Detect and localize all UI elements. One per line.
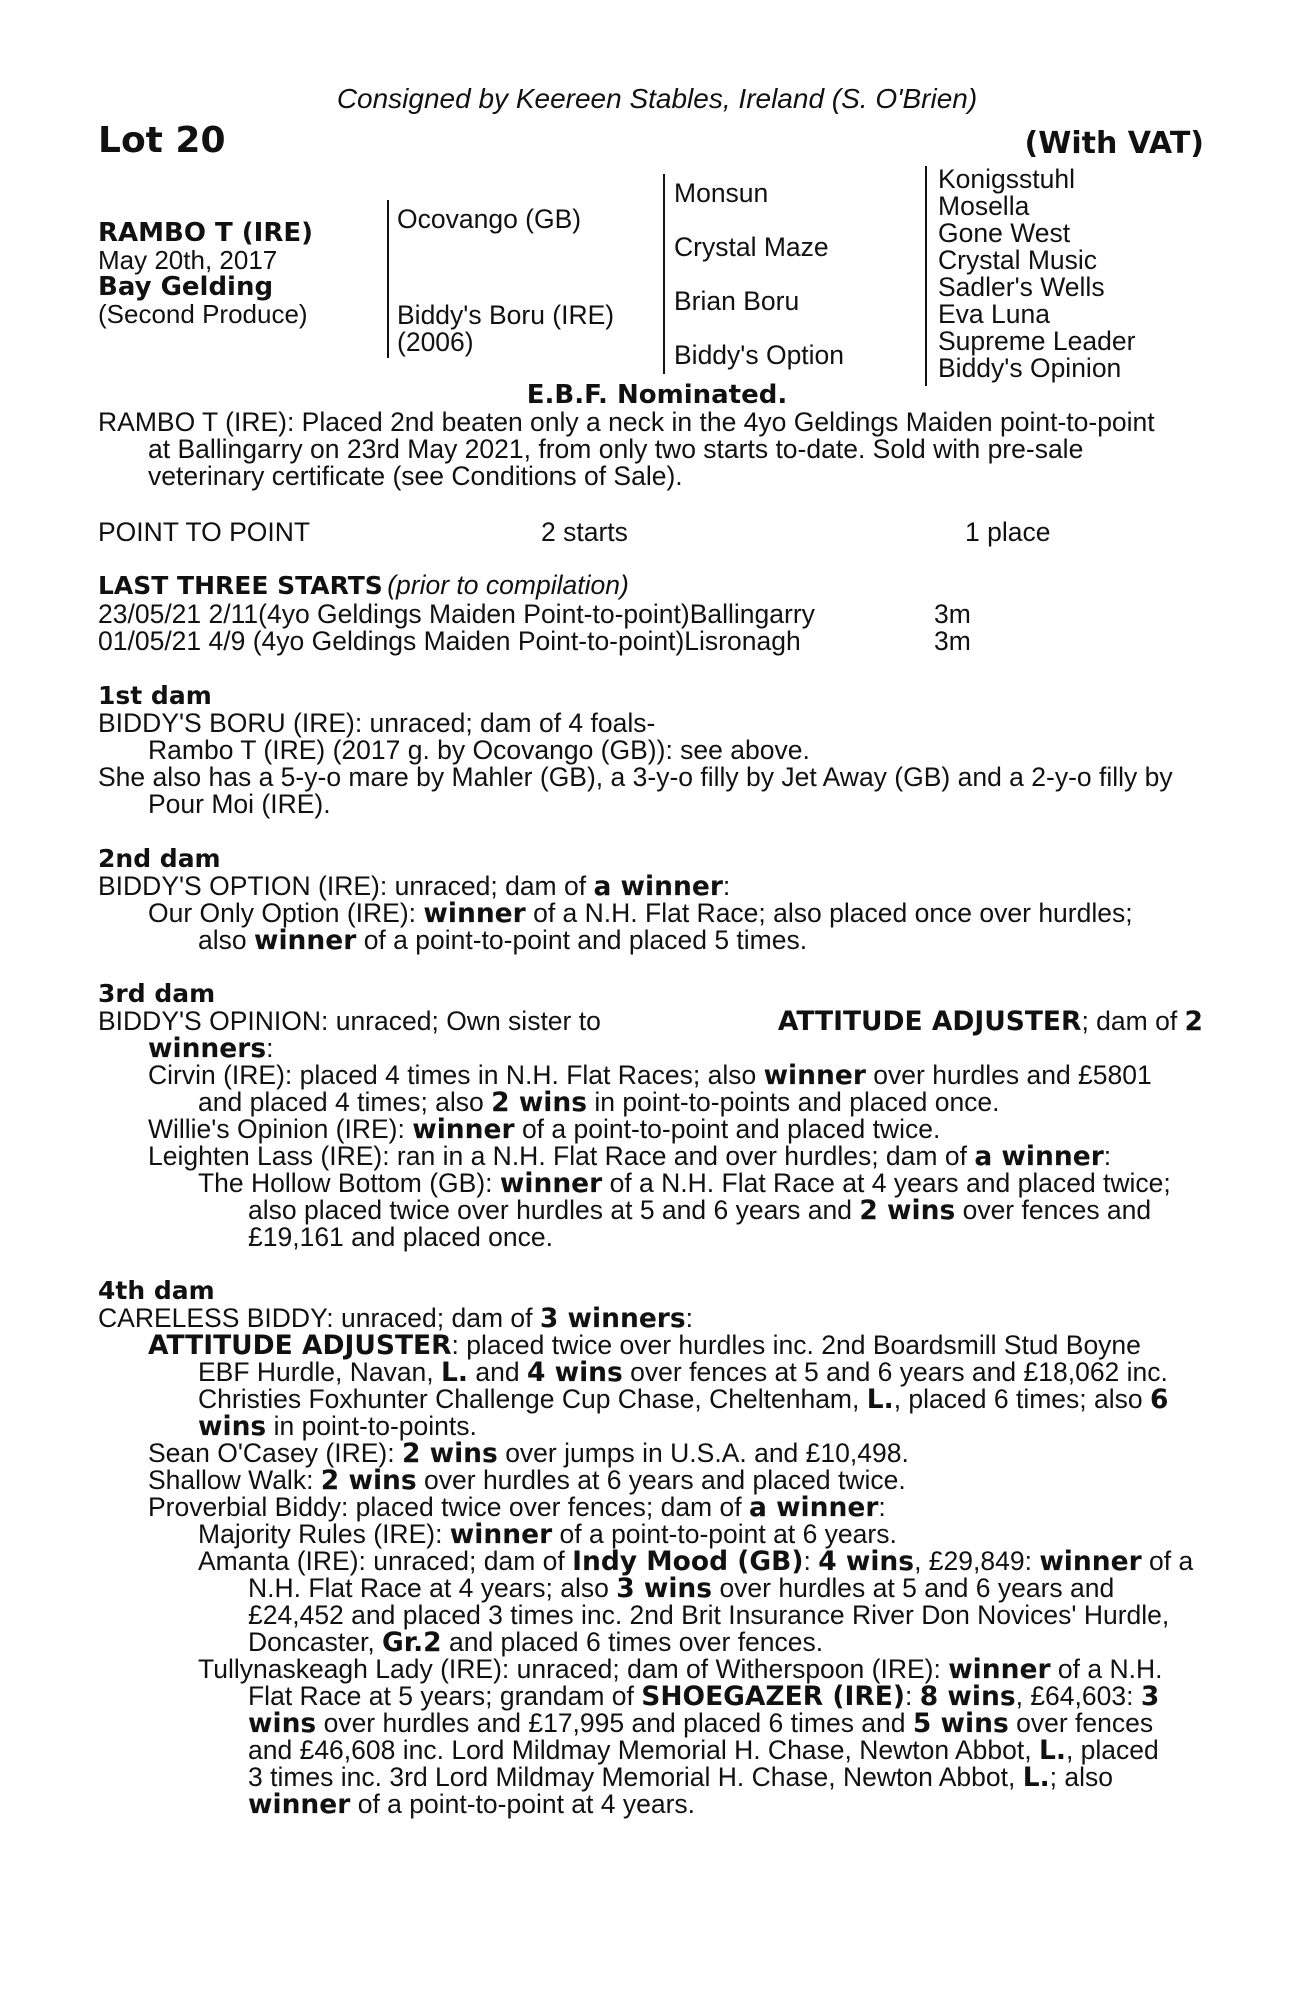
produce-line: Shallow Walk: 2 wins over hurdles at 6 years and placed twice. <box>148 1465 906 1496</box>
start-row-distance: 3m <box>934 599 971 629</box>
start-row-entry: 01/05/21 4/9 (4yo Geldings Maiden Point-to-point)Lisronagh <box>98 626 801 656</box>
produce-line: Tullynaskeagh Lady (IRE): unraced; dam of Witherspoon (IRE): winner of a N.H. <box>198 1654 1163 1685</box>
produce-line: Christies Foxhunter Challenge Cup Chase, Cheltenham, L., placed 6 times; also 6 <box>198 1384 1169 1415</box>
produce-line: The Hollow Bottom (GB): winner of a N.H. Flat Race at 4 years and placed twice; <box>198 1168 1171 1199</box>
third-dam-section <box>98 980 1203 1251</box>
produce-line: Flat Race at 5 years; grandam of SHOEGAZER (IRE): 8 wins, £64,603: 3 <box>248 1681 1160 1712</box>
last-starts-note: (prior to compilation) <box>387 570 629 600</box>
vat-note: (With VAT) <box>1024 126 1204 161</box>
summary-paragraph <box>98 409 1203 490</box>
record-label: POINT TO POINT <box>98 517 311 547</box>
pedigree-great-grandparent: Supreme Leader <box>938 326 1136 356</box>
produce-line: Majority Rules (IRE): winner of a point-to-point at 6 years. <box>198 1519 897 1550</box>
section-heading: 1st dam <box>98 681 212 710</box>
section-heading: 2nd dam <box>98 844 221 873</box>
dam-line: BIDDY'S OPINION: unraced; Own sister to ATTITUDE ADJUSTER; dam of 2 <box>98 1006 1203 1037</box>
produce-line: and placed 4 times; also 2 wins in point-to-points and placed once. <box>198 1087 1000 1118</box>
start-row-entry: 23/05/21 2/11(4yo Geldings Maiden Point-to-point)Ballingarry <box>98 599 815 629</box>
pedigree-sire: Ocovango (GB) <box>397 204 582 234</box>
produce-number: (Second Produce) <box>98 299 308 329</box>
section-heading: 3rd dam <box>98 979 216 1008</box>
produce-line: wins in point-to-points. <box>198 1411 477 1442</box>
record-places: 1 place <box>965 517 1051 547</box>
ebf-nomination: E.B.F. Nominated. <box>526 380 788 410</box>
produce-line: and £46,608 inc. Lord Mildmay Memorial H. Chase, Newton Abbot, L., placed <box>248 1735 1159 1766</box>
produce-line: Rambo T (IRE) (2017 g. by Ocovango (GB)): see above. <box>148 735 810 765</box>
summary-line: at Ballingarry on 23rd May 2021, from only two starts to-date. Sold with pre-sale <box>148 434 1084 464</box>
pedigree-dam: Biddy's Boru (IRE) <box>397 300 615 330</box>
lot-number: Lot 20 <box>98 120 226 161</box>
summary-line: RAMBO T (IRE): Placed 2nd beaten only a neck in the 4yo Geldings Maiden point-to-point <box>98 407 1155 437</box>
pedigree-grandparent: Monsun <box>674 178 769 208</box>
pedigree-great-grandparent: Biddy's Opinion <box>938 353 1122 383</box>
pedigree-line-2 <box>663 174 665 374</box>
record-starts: 2 starts <box>541 517 628 547</box>
pedigree-great-grandparent: Mosella <box>938 191 1030 221</box>
dam-line: BIDDY'S OPTION (IRE): unraced; dam of a winner: <box>98 871 731 902</box>
first-dam-section <box>98 682 1203 818</box>
pedigree-great-grandparent: Gone West <box>938 218 1071 248</box>
produce-line: Amanta (IRE): unraced; dam of Indy Mood (GB): 4 wins, £29,849: winner of a <box>198 1546 1194 1577</box>
produce-line: EBF Hurdle, Navan, L. and 4 wins over fences at 5 and 6 years and £18,062 inc. <box>198 1357 1168 1388</box>
second-dam-section <box>98 845 1203 954</box>
produce-line: Proverbial Biddy: placed twice over fences; dam of a winner: <box>148 1492 886 1523</box>
horse-sex: Bay Gelding <box>98 272 274 302</box>
produce-line: ATTITUDE ADJUSTER: placed twice over hurdles inc. 2nd Boardsmill Stud Boyne <box>148 1330 1141 1361</box>
consignor-line: Consigned by Keereen Stables, Ireland (S. O'Brien) <box>336 83 978 114</box>
horse-name: RAMBO T (IRE) <box>98 218 313 248</box>
dam-line: Pour Moi (IRE). <box>148 789 331 819</box>
pedigree-dam-year: (2006) <box>397 327 474 357</box>
pedigree-line-1 <box>387 200 389 358</box>
produce-line: wins over hurdles and £17,995 and placed 6 times and 5 wins over fences <box>248 1708 1154 1739</box>
summary-line: veterinary certificate (see Conditions of Sale). <box>148 461 683 491</box>
section-heading: 4th dam <box>98 1276 215 1305</box>
dam-line: She also has a 5-y-o mare by Mahler (GB), a 3-y-o filly by Jet Away (GB) and a 2-y-o filly by <box>98 762 1173 792</box>
pedigree-great-grandparent: Sadler's Wells <box>938 272 1105 302</box>
pedigree-grandparent: Crystal Maze <box>674 232 829 262</box>
dam-line: CARELESS BIDDY: unraced; dam of 3 winners: <box>98 1303 694 1334</box>
pedigree-line-3 <box>925 166 927 386</box>
pedigree-great-grandparent: Eva Luna <box>938 299 1050 329</box>
start-row-distance: 3m <box>934 626 971 656</box>
produce-line: winner of a point-to-point at 4 years. <box>248 1789 696 1820</box>
foaling-date: May 20th, 2017 <box>98 245 278 275</box>
produce-line: Sean O'Casey (IRE): 2 wins over jumps in U.S.A. and £10,498. <box>148 1438 909 1469</box>
produce-line: Our Only Option (IRE): winner of a N.H. Flat Race; also placed once over hurdles; <box>148 898 1133 929</box>
last-starts-title: LAST THREE STARTS <box>98 571 383 600</box>
pedigree-great-grandparent: Konigsstuhl <box>938 164 1076 194</box>
produce-line: Cirvin (IRE): placed 4 times in N.H. Flat Races; also winner over hurdles and £5801 <box>148 1060 1152 1091</box>
produce-line: £19,161 and placed once. <box>248 1222 554 1252</box>
produce-line: Willie's Opinion (IRE): winner of a point-to-point and placed twice. <box>148 1114 941 1145</box>
dam-line: winners: <box>148 1033 274 1064</box>
produce-line: also placed twice over hurdles at 5 and 6 years and 2 wins over fences and <box>248 1195 1152 1226</box>
produce-line: Doncaster, Gr.2 and placed 6 times over fences. <box>248 1627 824 1658</box>
produce-line: Leighten Lass (IRE): ran in a N.H. Flat Race and over hurdles; dam of a winner: <box>148 1141 1112 1172</box>
pedigree-grandparent: Brian Boru <box>674 286 800 316</box>
horse-identity <box>98 220 313 328</box>
last-starts-heading <box>98 572 629 600</box>
pedigree-great-grandparent: Crystal Music <box>938 245 1098 275</box>
pedigree-grandparent: Biddy's Option <box>674 340 845 370</box>
produce-line: also winner of a point-to-point and placed 5 times. <box>198 925 808 956</box>
produce-line: N.H. Flat Race at 4 years; also 3 wins over hurdles at 5 and 6 years and <box>248 1573 1115 1604</box>
dam-line: BIDDY'S BORU (IRE): unraced; dam of 4 foals- <box>98 708 656 738</box>
produce-line: 3 times inc. 3rd Lord Mildmay Memorial H. Chase, Newton Abbot, L.; also <box>248 1762 1113 1793</box>
produce-line: £24,452 and placed 3 times inc. 2nd Brit Insurance River Don Novices' Hurdle, <box>248 1600 1170 1630</box>
fourth-dam-section <box>98 1277 1203 1818</box>
